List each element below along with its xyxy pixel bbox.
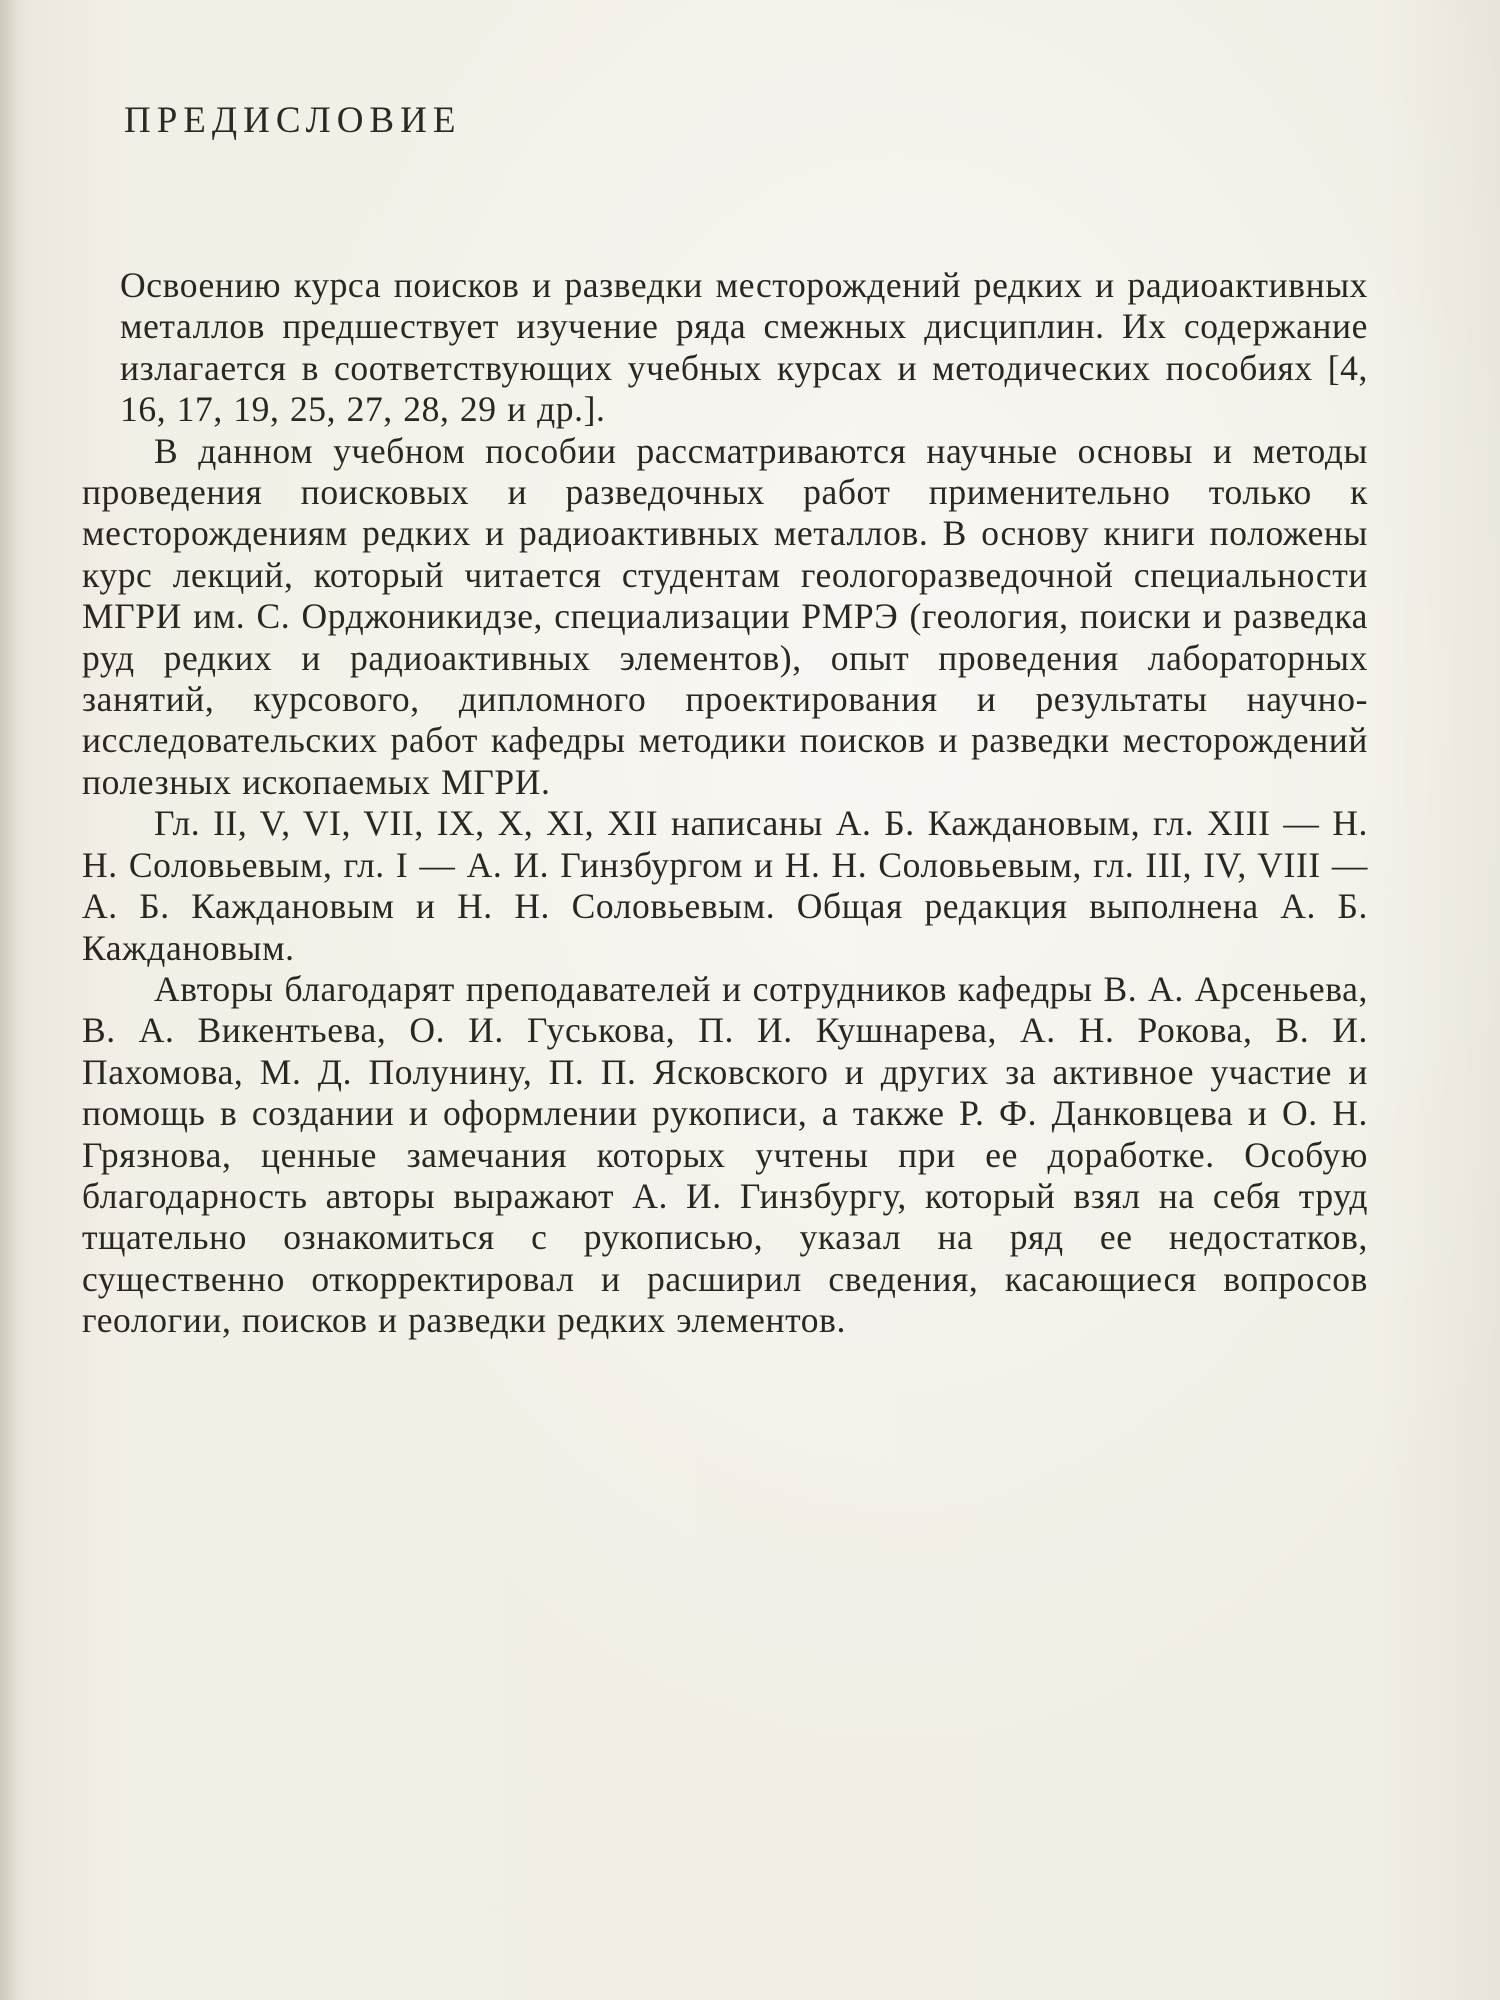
paragraph-3: Гл. II, V, VI, VII, IX, X, XI, XII написаны А. Б. Каждановым, гл. XIII — Н. Н. Соловьевым, гл. I — А. И. Гинзбургом и Н. Н. Соловьевым, гл. III, IV, VIII — А. Б. Каждановым и Н. Н. Соловьевым. Общая редакция выполнена А. Б. Каждановым. [82,803,1368,968]
preface-body [82,265,1368,1342]
page-heading: ПРЕДИСЛОВИЕ [124,100,462,141]
paragraph-1: Освоению курса поисков и разведки месторождений редких и радиоактивных металлов предшествует изучение ряда смежных дисциплин. Их содержание излагается в соответствующих учебных курсах и методических пособиях [4, 16, 17, 19, 25, 27, 28, 29 и др.]. [120,265,1368,430]
paragraph-2: В данном учебном пособии рассматриваются научные основы и методы проведения поисковых и разведочных работ применительно только к месторождениям редких и радиоактивных металлов. В основу книги положены курс лекций, который читается студентам геологоразведочной специальности МГРИ им. С. Орджоникидзе, специализации РМРЭ (геология, поиски и разведка руд редких и радиоактивных элементов), опыт проведения лабораторных занятий, курсового, дипломного проектирования и результаты научно-исследовательских работ кафедры методики поисков и разведки месторождений полезных ископаемых МГРИ. [82,430,1368,802]
paragraph-4: Авторы благодарят преподавателей и сотрудников кафедры В. А. Арсеньева, В. А. Викентьева, О. И. Гуськова, П. И. Кушнарева, А. Н. Рокова, В. И. Пахомова, М. Д. Полунину, П. П. Ясковского и других за активное участие и помощь в создании и оформлении рукописи, а также Р. Ф. Данковцева и О. Н. Грязнова, ценные замечания которых учтены при ее доработке. Особую благодарность авторы выражают А. И. Гинзбургу, который взял на себя труд тщательно ознакомиться с рукописью, указал на ряд ее недостатков, существенно откорректировал и расширил сведения, касающиеся вопросов геологии, поисков и разведки редких элементов. [82,968,1368,1341]
